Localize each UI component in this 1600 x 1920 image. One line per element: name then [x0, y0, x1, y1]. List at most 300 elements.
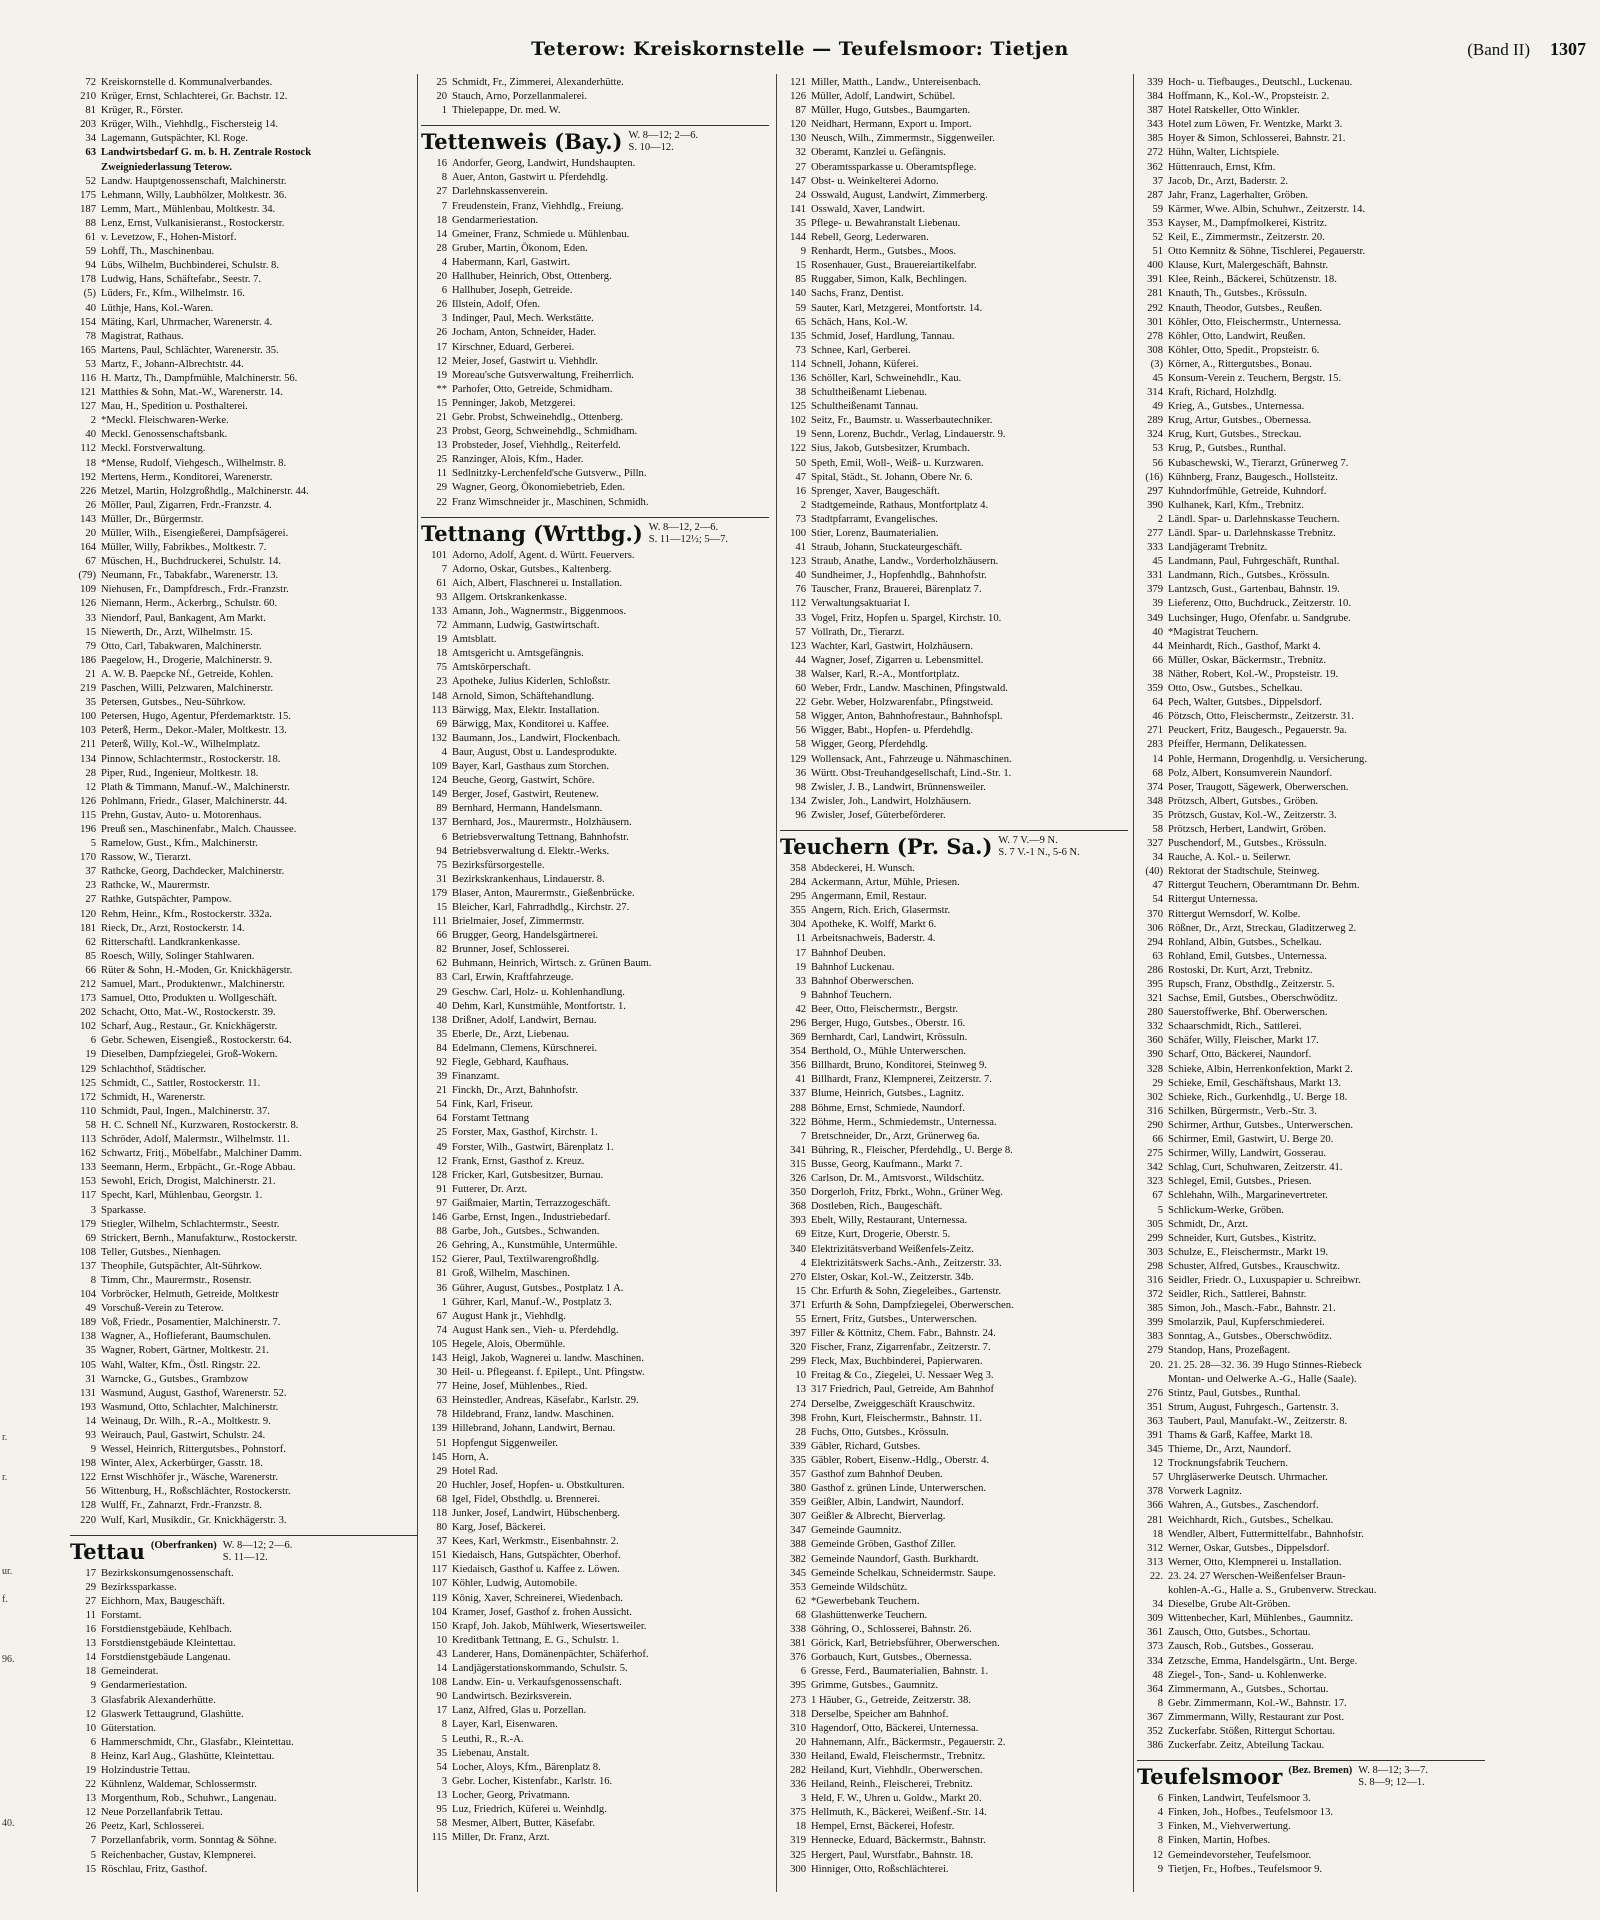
subscriber-name: Rektorat der Stadtschule, Steinweg.: [1168, 866, 1320, 878]
phone-number: 125: [790, 401, 806, 413]
directory-entry: [1137, 992, 1485, 1006]
phone-number: 21: [436, 1085, 447, 1097]
directory-entry: [70, 626, 418, 640]
directory-entry: [421, 915, 769, 929]
directory-entry: [1137, 767, 1485, 781]
subscriber-name: Gemeinde Gaumnitz.: [811, 1525, 902, 1537]
subscriber-name: Pinnow, Schlachtermstr., Rostockerstr. 18.: [101, 753, 281, 765]
subscriber-name: Weirauch, Paul, Gastwirt, Schulstr. 24.: [101, 1430, 266, 1441]
phone-number: 333: [1147, 542, 1163, 554]
directory-entry: [421, 1606, 769, 1620]
directory-entry: [70, 837, 418, 851]
directory-entry: [780, 76, 1128, 90]
phone-number: 54: [1152, 894, 1163, 906]
subscriber-name: Rößner, Dr., Arzt, Streckau, Gladitzerweg 2.: [1168, 922, 1357, 934]
subscriber-name: Spital, Städt., St. Johann, Obere Nr. 6.: [811, 471, 973, 483]
phone-number: 393: [790, 1215, 806, 1227]
subscriber-name: Luz, Friedrich, Küferei u. Weinhdlg.: [452, 1803, 607, 1815]
subscriber-name: Glashüttenwerke Teuchern.: [811, 1609, 928, 1621]
directory-entry: [1137, 527, 1485, 541]
directory-entry: [780, 442, 1128, 456]
subscriber-name: Meier, Josef, Gastwirt u. Viehhdlr.: [452, 355, 598, 367]
phone-number: 395: [1147, 979, 1163, 990]
page-number: 1307: [1550, 39, 1586, 59]
phone-number: 6: [441, 831, 447, 843]
subscriber-name: Kirschner, Eduard, Gerberei.: [452, 341, 575, 353]
directory-entry: [421, 1817, 769, 1831]
directory-entry: [780, 1609, 1128, 1623]
subscriber-name: Wigger, Anton, Bahnhofrestaur., Bahnhofspl.: [811, 711, 1003, 723]
subscriber-name: Müller, Wilh., Eisengießerei, Dampfsägerei.: [101, 528, 289, 539]
phone-number: 118: [431, 1508, 447, 1519]
phone-number: 382: [790, 1553, 806, 1565]
directory-column-3: [780, 76, 1128, 1886]
phone-number: 67: [1152, 1190, 1163, 1202]
directory-entry: [780, 862, 1128, 876]
subscriber-name: Rupsch, Franz, Obsthdlg., Zeitzerstr. 5.: [1168, 979, 1335, 990]
directory-entry: [1137, 1048, 1485, 1062]
directory-entry: [70, 724, 418, 738]
subscriber-name: Derselbe, Speicher am Bahnhof.: [811, 1708, 949, 1720]
directory-entry: [780, 485, 1128, 499]
directory-entry: [780, 245, 1128, 259]
subscriber-name: Lohff, Th., Maschinenbau.: [101, 246, 215, 258]
phone-number: 113: [431, 704, 447, 716]
directory-entry: [421, 200, 769, 214]
directory-entry: [1137, 823, 1485, 837]
subscriber-name: Hallhuber, Heinrich, Obst, Ottenberg.: [452, 271, 612, 283]
phone-number: 28: [85, 767, 96, 779]
subscriber-name: Gemeinde Gröben, Gasthof Ziller.: [811, 1539, 957, 1551]
directory-entry: [1137, 1834, 1485, 1848]
subscriber-name: Zimmermann, Willy, Restaurant zur Post.: [1168, 1711, 1345, 1723]
subscriber-name: Schmidt, Dr., Arzt.: [1168, 1218, 1249, 1230]
directory-entry: [1137, 809, 1485, 823]
subscriber-name: Müller, Adolf, Landwirt, Schübel.: [811, 91, 956, 103]
directory-entry: [1137, 203, 1485, 217]
phone-number: 302: [1147, 1091, 1163, 1103]
phone-number: 3: [441, 1775, 447, 1787]
directory-entry: [421, 901, 769, 915]
subscriber-name: Bleicher, Karl, Fahrradhdlg., Kirchstr. 27.: [452, 901, 630, 913]
directory-entry: [70, 104, 418, 118]
directory-entry: [780, 316, 1128, 330]
phone-number: 354: [790, 1046, 806, 1058]
subscriber-name: Werner, Oskar, Gutsbes., Dippelsdorf.: [1168, 1542, 1330, 1554]
subscriber-name: Poser, Traugott, Sägewerk, Oberwerschen.: [1168, 781, 1349, 793]
subscriber-name: Gorbauch, Kurt, Gutsbes., Obernessa.: [811, 1652, 972, 1664]
phone-number: 26: [436, 1240, 447, 1252]
directory-entry: [421, 1648, 769, 1662]
subscriber-name: Wagner, Robert, Gärtner, Moltkestr. 21.: [101, 1345, 270, 1357]
subscriber-name: Luchsinger, Hugo, Ofenfabr. u. Sandgrube.: [1168, 612, 1351, 624]
directory-entry: [70, 851, 418, 865]
subscriber-name: Landmann, Rich., Gutsbes., Krössuln.: [1168, 570, 1330, 582]
directory-entry: [70, 964, 418, 978]
subscriber-name: Jacob, Dr., Arzt, Baderstr. 2.: [1168, 175, 1289, 187]
phone-number: 110: [80, 1105, 96, 1117]
phone-number: 96: [795, 809, 806, 821]
subscriber-name: Bühring, R., Fleischer, Pferdehdlg., U. Berge 8.: [811, 1144, 1013, 1156]
subscriber-name: Prehn, Gustav, Auto- u. Motorenhaus.: [101, 809, 262, 821]
directory-entry: [1137, 330, 1485, 344]
phone-number: 113: [80, 1134, 96, 1146]
subscriber-name: Schmidt, H., Warenerstr.: [101, 1091, 206, 1103]
directory-entry: [780, 1426, 1128, 1440]
subscriber-name: Filler & Köttnitz, Chem. Fabr., Bahnstr. 24.: [811, 1328, 996, 1340]
phone-number: 331: [1147, 570, 1163, 582]
directory-entry: [421, 1789, 769, 1803]
subscriber-name: Hempel, Ernst, Bäckerei, Hofestr.: [811, 1821, 955, 1833]
subscriber-name: König, Xaver, Schreinerei, Wiedenbach.: [452, 1592, 624, 1604]
phone-number: 116: [80, 372, 96, 384]
subscriber-name: Wasmund, Otto, Schlachter, Malchinerstr.: [101, 1401, 279, 1413]
directory-entry: [780, 1299, 1128, 1313]
directory-entry: [1137, 90, 1485, 104]
directory-entry: [421, 1014, 769, 1028]
phone-number: 9: [800, 989, 806, 1001]
phone-number: 35: [85, 697, 96, 709]
directory-entry: [421, 1225, 769, 1239]
phone-number: 20: [795, 1736, 806, 1748]
subscriber-name: Porzellanfabrik, vorm. Sonntag & Söhne.: [101, 1835, 277, 1847]
phone-number: 69: [795, 1229, 806, 1241]
directory-entry: [70, 1006, 418, 1020]
directory-entry: [421, 633, 769, 647]
subscriber-name: Auer, Anton, Gastwirt u. Pferdehdlg.: [452, 172, 609, 184]
directory-entry: [780, 918, 1128, 932]
subscriber-name: Bärwigg, Max, Elektr. Installation.: [452, 704, 600, 716]
phone-number: 37: [85, 866, 96, 878]
directory-entry: [70, 569, 418, 583]
directory-entry: [421, 887, 769, 901]
subscriber-name: Württ. Obst-Treuhandgesellschaft, Lind.-Str. 1.: [811, 767, 1012, 779]
phone-number: 361: [1147, 1627, 1163, 1639]
phone-number: 10: [795, 1370, 806, 1382]
subscriber-name: Neumann, Fr., Tabakfabr., Warenerstr. 13.: [101, 570, 279, 582]
directory-entry: [780, 1186, 1128, 1200]
directory-entry: [70, 471, 418, 485]
phone-number: 36: [436, 1282, 447, 1294]
subscriber-name: Billhardt, Franz, Klempnerei, Zeitzerstr. 7.: [811, 1074, 992, 1086]
subscriber-name: Forstamt.: [101, 1609, 142, 1621]
subscriber-name: *Mense, Rudolf, Viehgesch., Wilhelmstr. 8.: [101, 457, 287, 469]
directory-entry: [70, 259, 418, 273]
phone-number: 314: [1147, 387, 1163, 399]
phone-number: 189: [80, 1317, 96, 1329]
phone-number: 9: [1157, 1863, 1163, 1875]
phone-number: 399: [1147, 1317, 1163, 1329]
phone-number: (79): [78, 570, 96, 582]
phone-number: 304: [790, 919, 806, 931]
directory-entry: [1137, 287, 1485, 301]
directory-entry: [421, 619, 769, 633]
phone-number: 47: [795, 471, 806, 483]
phone-number: 162: [80, 1148, 96, 1160]
phone-number: 20: [436, 91, 447, 103]
directory-entry: [780, 961, 1128, 975]
subscriber-name: Hellmuth, K., Bäckerei, Weißenf.-Str. 14.: [811, 1807, 987, 1819]
subscriber-name: 21. 25. 28—32. 36. 39 Hugo Stinnes-Riebeck: [1168, 1359, 1362, 1371]
directory-entry: [780, 287, 1128, 301]
directory-entry: [421, 284, 769, 298]
subscriber-name: Peuckert, Fritz, Baugesch., Pegauerstr. 9a.: [1168, 725, 1347, 737]
directory-entry: [780, 696, 1128, 710]
town-heading: [70, 1535, 418, 1564]
directory-entry: [1137, 259, 1485, 273]
subscriber-name: Geißler, Albin, Landwirt, Naundorf.: [811, 1497, 964, 1509]
phone-number: 26: [85, 1821, 96, 1833]
phone-number: 5: [1157, 1204, 1163, 1216]
phone-number: 345: [790, 1567, 806, 1579]
subscriber-name: Schlehahn, Wilh., Margarinevertreter.: [1168, 1190, 1328, 1202]
directory-entry: [780, 273, 1128, 287]
phone-number: 130: [790, 133, 806, 145]
directory-entry: [421, 732, 769, 746]
directory-entry: [1137, 710, 1485, 724]
phone-number: 127: [80, 401, 96, 413]
directory-entry: [1137, 175, 1485, 189]
subscriber-name: Zausch, Rob., Gutsbes., Gosserau.: [1168, 1641, 1314, 1653]
subscriber-name: H. C. Schnell Nf., Kurzwaren, Rostockerstr. 8.: [101, 1119, 299, 1131]
subscriber-name: Ramelow, Gust., Kfm., Malchinerstr.: [101, 838, 258, 850]
subscriber-name: Neue Porzellanfabrik Tettau.: [101, 1807, 223, 1819]
phone-number: 109: [431, 761, 447, 773]
directory-entry: [70, 245, 418, 259]
phone-number: 347: [790, 1525, 806, 1537]
subscriber-name: Hopfengut Siggenweiler.: [452, 1437, 558, 1449]
directory-entry: [780, 1087, 1128, 1101]
phone-number: 88: [85, 217, 96, 229]
subscriber-name: Pötzsch, Otto, Fleischermstr., Zeitzerstr. 31.: [1168, 711, 1354, 723]
directory-entry: [780, 1468, 1128, 1482]
directory-entry: [780, 400, 1128, 414]
subscriber-name: Heiland, Kurt, Viehhdlr., Oberwerschen.: [811, 1764, 983, 1776]
subscriber-name: Probst, Georg, Schweinehdlg., Schmidham.: [452, 426, 638, 438]
subscriber-name: Taubert, Paul, Manufakt.-W., Zeitzerstr. 8.: [1168, 1415, 1348, 1427]
subscriber-name: Prötzsch, Gustav, Kol.-W., Zeitzerstr. 3.: [1168, 809, 1337, 821]
phone-number: 62: [436, 958, 447, 970]
margin-mark: r.: [2, 1432, 8, 1443]
phone-number: 27: [795, 161, 806, 173]
phone-number: 316: [1147, 1105, 1163, 1117]
directory-entry: [780, 1567, 1128, 1581]
phone-number: 101: [431, 549, 447, 561]
phone-number: 135: [790, 330, 806, 342]
phone-number: 280: [1147, 1007, 1163, 1019]
phone-number: 151: [431, 1550, 447, 1562]
phone-number: 74: [436, 1324, 447, 1336]
subscriber-name: Wittenburg, H., Roßschlächter, Rostockerstr.: [101, 1486, 291, 1498]
subscriber-name: Penninger, Jakob, Metzgerei.: [452, 397, 576, 409]
phone-number: 275: [1147, 1148, 1163, 1160]
phone-number: 294: [1147, 936, 1163, 948]
subscriber-name: Sachs, Franz, Dentist.: [811, 288, 904, 300]
subscriber-name: Hahnemann, Alfr., Bäckermstr., Pegauerstr. 2.: [811, 1736, 1006, 1748]
subscriber-name: Müller, Oskar, Bäckermstr., Trebnitz.: [1168, 654, 1327, 666]
subscriber-name: Edelmann, Clemens, Kürschnerei.: [452, 1042, 598, 1054]
subscriber-name: Gemeindevorsteher, Teufelsmoor.: [1168, 1849, 1312, 1861]
directory-entry: [421, 1521, 769, 1535]
directory-entry: [421, 425, 769, 439]
phone-number: 281: [1147, 1514, 1163, 1526]
phone-number: 69: [436, 718, 447, 730]
subscriber-name: Wessel, Heinrich, Rittergutsbes., Pohnstorf.: [101, 1444, 286, 1456]
subscriber-name: Rostoski, Dr. Kurt, Arzt, Trebnitz.: [1168, 964, 1313, 976]
directory-entry: [780, 876, 1128, 890]
phone-number: 17: [436, 341, 447, 353]
subscriber-name: Adorno, Oskar, Gutsbes., Kaltenberg.: [452, 563, 612, 575]
subscriber-name: Otto Kemnitz & Söhne, Tischlerei, Pegauerstr.: [1168, 246, 1366, 258]
directory-entry: [421, 788, 769, 802]
directory-entry: [421, 1733, 769, 1747]
directory-entry: [70, 1020, 418, 1034]
directory-entry: [780, 358, 1128, 372]
directory-entry: [1137, 386, 1485, 400]
directory-entry: [1137, 583, 1485, 597]
town-name: Tettenweis (Bay.): [421, 129, 623, 155]
phone-number: 52: [1152, 232, 1163, 244]
phone-number: 52: [85, 175, 96, 187]
directory-entry: [1137, 1739, 1485, 1753]
phone-number: 129: [80, 1063, 96, 1075]
directory-entry: [70, 612, 418, 626]
phone-number: 148: [431, 690, 447, 702]
directory-entry: [421, 481, 769, 495]
subscriber-name: Zuckerfabr. Zeitz, Abteilung Tackau.: [1168, 1740, 1325, 1752]
subscriber-name: Schaarschmidt, Rich., Sattlerei.: [1168, 1021, 1302, 1033]
phone-number: (40): [1145, 866, 1163, 878]
subscriber-name: Neidhart, Hermann, Export u. Import.: [811, 119, 972, 131]
phone-number: 287: [1147, 189, 1163, 201]
directory-entry: [421, 929, 769, 943]
directory-entry: [1137, 1612, 1485, 1626]
subscriber-name: Martz, F., Johann-Albrechtstr. 44.: [101, 358, 244, 370]
subscriber-name: Brielmaier, Josef, Zimmermstr.: [452, 916, 585, 928]
phone-number: 14: [85, 1652, 96, 1664]
subscriber-name: Böhme, Herm., Schmiedemstr., Unternessa.: [811, 1116, 997, 1128]
subscriber-name: Peetz, Karl, Schlosserei.: [101, 1821, 205, 1833]
phone-number: 150: [431, 1620, 447, 1632]
directory-entry: [70, 1330, 418, 1344]
subscriber-name: Hüttenrauch, Ernst, Kfm.: [1168, 161, 1276, 173]
directory-entry: [780, 1228, 1128, 1242]
subscriber-name: Hoffmann, K., Kol.-W., Propsteistr. 2.: [1168, 91, 1330, 103]
phone-number: 340: [790, 1243, 806, 1255]
subscriber-name: Busse, Georg, Kaufmann., Markt 7.: [811, 1158, 963, 1170]
subscriber-name: Gäbler, Richard, Gutsbes.: [811, 1440, 921, 1452]
phone-number: 104: [80, 1289, 96, 1301]
subscriber-name: Fiegle, Gebhard, Kaufhaus.: [452, 1057, 569, 1068]
subscriber-name: Klause, Kurt, Malergeschäft, Bahnstr.: [1168, 260, 1329, 272]
phone-number: 120: [790, 119, 806, 131]
phone-number: 2: [90, 415, 96, 427]
subscriber-name: Stadtgemeinde, Rathaus, Montfortplatz 4.: [811, 499, 989, 511]
subscriber-name: Pohle, Hermann, Drogenhdlg. u. Versicherung.: [1168, 753, 1367, 765]
directory-entry: [421, 1620, 769, 1634]
directory-entry: [70, 1581, 418, 1595]
directory-entry: [70, 457, 418, 471]
subscriber-name: Hoch- u. Tiefbauges., Deutschl., Luckenau.: [1168, 77, 1353, 88]
subscriber-name: Krüger, R., Förster.: [101, 105, 183, 117]
subscriber-name: Ernst Wischhöfer jr., Wäsche, Warenerstr.: [101, 1472, 278, 1484]
directory-entry: [70, 217, 418, 231]
subscriber-name: Körner, A., Rittergutsbes., Bonau.: [1168, 358, 1312, 370]
directory-entry: [1137, 1556, 1485, 1570]
subscriber-name: 23. 24. 27 Werschen-Weißenfelser Braun-: [1168, 1570, 1346, 1582]
directory-entry: [780, 1327, 1128, 1341]
phone-number: 6: [441, 285, 447, 297]
subscriber-name: Wagner, Josef, Zigarren u. Lebensmittel.: [811, 654, 984, 666]
subscriber-name: Freudenstein, Franz, Viehhdlg., Freiung.: [452, 200, 624, 212]
directory-entry: [1137, 189, 1485, 203]
directory-entry: [70, 1373, 418, 1387]
directory-entry: [421, 845, 769, 859]
directory-entry: [780, 1496, 1128, 1510]
phone-number: 123: [790, 556, 806, 568]
phone-number: 378: [1147, 1486, 1163, 1498]
subscriber-name: Lemm, Mart., Mühlenbau, Moltkestr. 34.: [101, 203, 276, 215]
directory-entry: [421, 439, 769, 453]
directory-entry: [70, 414, 418, 428]
phone-number: 12: [436, 1155, 447, 1167]
phone-number: 283: [1147, 739, 1163, 751]
subscriber-name: Kiedaisch, Gasthof u. Kaffee z. Löwen.: [452, 1564, 620, 1576]
subscriber-name: Wittenbecher, Karl, Mühlenbes., Gaumnitz.: [1168, 1613, 1354, 1625]
subscriber-name: Bahnhof Oberwerschen.: [811, 975, 914, 987]
phone-number: 29: [436, 482, 447, 494]
subscriber-name: Angermann, Emil, Restaur.: [811, 891, 927, 903]
directory-entry: [421, 1042, 769, 1056]
phone-number: 360: [1147, 1035, 1163, 1047]
subscriber-name: Wulff, Fr., Zahnarzt, Frdr.-Franzstr. 8.: [101, 1500, 262, 1512]
directory-entry: [421, 577, 769, 591]
subscriber-name: 317 Friedrich, Paul, Getreide, Am Bahnhof: [811, 1384, 995, 1396]
directory-entry: [1137, 316, 1485, 330]
phone-number: 8: [90, 1750, 96, 1762]
directory-entry: [780, 1778, 1128, 1792]
directory-entry: [421, 1451, 769, 1465]
directory-entry: [421, 1253, 769, 1267]
subscriber-name: Ebelt, Willy, Restaurant, Unternessa.: [811, 1215, 968, 1227]
phone-number: 20: [85, 528, 96, 539]
phone-number: 373: [1147, 1641, 1163, 1653]
phone-number: 81: [85, 105, 96, 117]
directory-entry: [421, 1380, 769, 1394]
directory-entry: [421, 76, 769, 90]
phone-number: 345: [1147, 1444, 1163, 1456]
directory-entry: [421, 397, 769, 411]
subscriber-name: Betriebsverwaltung Tettnang, Bahnhofstr.: [452, 831, 629, 843]
subscriber-name: Held, F. W., Uhren u. Goldw., Markt 20.: [811, 1793, 982, 1805]
subscriber-name: Geißler & Albrecht, Bierverlag.: [811, 1511, 946, 1523]
subscriber-name: Schnell, Johann, Küferei.: [811, 358, 919, 370]
phone-number: 21: [85, 668, 96, 680]
subscriber-name: Igel, Fidel, Obsthdlg. u. Brennerei.: [452, 1493, 600, 1505]
subscriber-name: Elektrizitätswerk Sachs.-Anh., Zeitzerstr. 33.: [811, 1257, 1002, 1269]
directory-entry: [70, 203, 418, 217]
subscriber-name: Krüger, Ernst, Schlachterei, Gr. Bachstr. 12.: [101, 91, 288, 103]
directory-entry: [70, 950, 418, 964]
directory-entry: [421, 1761, 769, 1775]
phone-number: 90: [436, 1691, 447, 1703]
phone-number: 400: [1147, 260, 1163, 272]
subscriber-name: Rieck, Dr., Arzt, Rostockerstr. 14.: [101, 922, 245, 934]
column-divider: [776, 74, 777, 1892]
subscriber-name: Elster, Oskar, Kol.-W., Zeitzerstr. 34b.: [811, 1271, 974, 1283]
subscriber-name: Jahr, Franz, Lagerhalter, Gröben.: [1168, 189, 1309, 201]
directory-entry: [70, 1359, 418, 1373]
